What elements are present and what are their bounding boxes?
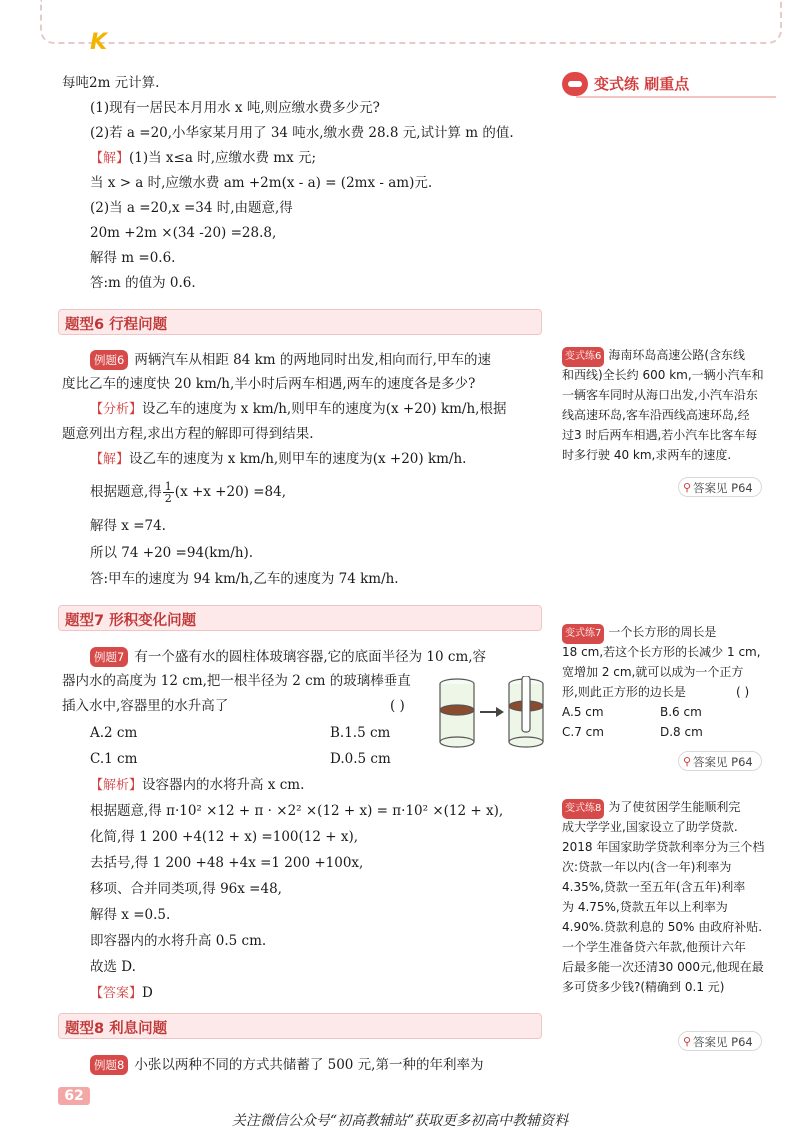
- header-frame: [40, 0, 782, 44]
- section-heading-8: 题型8 利息问题: [58, 1013, 542, 1039]
- solution-line: 【解】(1)当 x≤a 时,应缴水费 mx 元;: [90, 150, 317, 166]
- text-line: 解得 m =0.6.: [90, 250, 176, 266]
- footer-note: 关注微信公众号“初高教辅站”获取更多初高中教辅资料: [231, 1113, 569, 1129]
- option-b: B.6 cm: [660, 705, 702, 719]
- solution-label: 【解】: [90, 452, 130, 467]
- text-line: 所以 74 +20 =94(km/h).: [90, 545, 254, 561]
- side6-line: 一辆客车同时从海口出发,小汽车沿东: [562, 388, 758, 402]
- text-line: 解得 x =0.5.: [90, 907, 171, 923]
- equation-line: 根据题意,得 π·10² ×12 + π · ×2² ×(12 + x) = π·10² ×(12 + x),: [90, 803, 504, 819]
- text-line: 每吨2m 元计算.: [62, 75, 160, 91]
- text-line: 去括号,得 1 200 +48 +4x =1 200 +100x,: [90, 855, 364, 871]
- equation-line: 根据题意,得 $\frac{1}{2}$ (x +x +20) =84,: [90, 480, 287, 505]
- text-line: 答:甲车的速度为 94 km/h,乙车的速度为 74 km/h.: [90, 571, 399, 587]
- answer-ref-8[interactable]: ⚲ 答案见 P64: [678, 1031, 762, 1051]
- text-line: (2)若 a =20,小华家某月用了 34 吨水,缴水费 28.8 元,试计算 m 的值.: [90, 125, 514, 141]
- answer-paren: ( ): [736, 685, 750, 699]
- sidebar-header-icon: [562, 72, 588, 96]
- variant-tag: 变式练8: [562, 799, 604, 819]
- side8-line: 多可贷多少钱?(精确到 0.1 元): [562, 980, 725, 994]
- text-line: 答:m 的值为 0.6.: [90, 275, 196, 291]
- side8-line: 后最多能一次还清30 000元,他现在最: [562, 960, 764, 974]
- text-line: 20m +2m ×(34 -20) =28.8,: [90, 225, 277, 241]
- text-line: 当 x > a 时,应缴水费 am +2m(x - a) = (2mx - am)元.: [90, 175, 433, 191]
- example-tag: 例题7: [90, 647, 128, 667]
- text-line: 度比乙车的速度快 20 km/h,半小时后两车相遇,两车的速度各是多少?: [62, 376, 476, 392]
- option-c: C.1 cm: [90, 751, 138, 767]
- side7-line: 18 cm,若这个长方形的长减少 1 cm,: [562, 645, 761, 659]
- option-b: B.1.5 cm: [330, 725, 391, 741]
- option-a: A.2 cm: [90, 725, 138, 741]
- example-tag: 例题8: [90, 1055, 128, 1075]
- variant-tag: 变式练7: [562, 624, 604, 644]
- pin-icon: ⚲: [683, 481, 692, 494]
- side8-line: 为 4.75%,贷款五年以上利率为: [562, 900, 728, 914]
- text-line: 故选 D.: [90, 959, 136, 975]
- text-line: (2)当 a =20,x =34 时,由题意,得: [90, 200, 293, 216]
- section-heading-7: 题型7 形积变化问题: [58, 605, 542, 631]
- analysis-label: 【分析】: [90, 402, 143, 417]
- cylinder-illustration: [438, 676, 548, 752]
- text-line: 器内水的高度为 12 cm,把一根半径为 2 cm 的玻璃棒垂直: [62, 673, 411, 689]
- text-line: 移项、合并同类项,得 96x =48,: [90, 881, 282, 897]
- side6-line: 线高速环岛,客车沿西线高速环岛,经: [562, 408, 750, 422]
- pin-icon: ⚲: [683, 755, 692, 768]
- side8-line: 4.35%,贷款一至五年(含五年)利率: [562, 880, 746, 894]
- page-number: 62: [58, 1087, 90, 1105]
- text-line: 插入水中,容器里的水升高了: [62, 698, 229, 714]
- side7-line: 宽增加 2 cm,就可以成为一个正方: [562, 665, 744, 679]
- pin-icon: ⚲: [683, 1035, 692, 1048]
- example-tag: 例题6: [90, 350, 128, 370]
- side6-line: 时多行驶 40 km,求两车的速度.: [562, 448, 732, 462]
- side8-line: 成大学学业,国家设立了助学贷款.: [562, 820, 738, 834]
- answer-ref-6[interactable]: ⚲ 答案见 P64: [678, 477, 762, 497]
- variant-tag: 变式练6: [562, 347, 604, 367]
- side8-line: 2018 年国家助学贷款利率分为三个档: [562, 840, 765, 854]
- text-line: 题意列出方程,求出方程的解即可得到结果.: [62, 426, 314, 442]
- text-line: 解得 x =74.: [90, 518, 166, 534]
- side8-line: 4.90%.贷款利息的 50% 由政府补贴.: [562, 920, 763, 934]
- answer-label: 【答案】: [90, 986, 143, 1001]
- text-line: (1)现有一居民本月用水 x 吨,则应缴水费多少元?: [90, 100, 380, 116]
- publisher-logo: K: [90, 30, 108, 55]
- side6-line-0: 变式练6 海南环岛高速公路(含东线: [562, 345, 745, 367]
- option-d: D.8 cm: [660, 725, 703, 739]
- example-6-line: 例题6 两辆汽车从相距 84 km 的两地同时出发,相向而行,甲车的速: [90, 350, 491, 370]
- option-a: A.5 cm: [562, 705, 604, 719]
- side6-line: 过3 时后两车相遇,若小汽车比客车每: [562, 428, 758, 442]
- option-d: D.0.5 cm: [330, 751, 391, 767]
- section-heading-6: 题型6 行程问题: [58, 309, 542, 335]
- sidebar-header: 变式练 刷重点: [562, 70, 762, 98]
- side8-line: 次:贷款一年以内(含一年)利率为: [562, 860, 732, 874]
- solution-label: 【解】: [90, 151, 130, 166]
- text-line: 化简,得 1 200 +4(12 + x) =100(12 + x),: [90, 829, 359, 845]
- analysis-label: 【解析】: [90, 778, 143, 793]
- side6-line: 和西线)全长约 600 km,一辆小汽车和: [562, 368, 764, 382]
- fraction: $\frac{1}{2}$: [164, 480, 172, 505]
- answer-ref-7[interactable]: ⚲ 答案见 P64: [678, 751, 762, 771]
- option-c: C.7 cm: [562, 725, 604, 739]
- answer-paren: ( ): [390, 698, 405, 714]
- side8-line: 一个学生准备贷六年款,他预计六年: [562, 940, 746, 954]
- side7-line: 形,则此正方形的边长是: [562, 685, 686, 699]
- text-line: 即容器内的水将升高 0.5 cm.: [90, 933, 267, 949]
